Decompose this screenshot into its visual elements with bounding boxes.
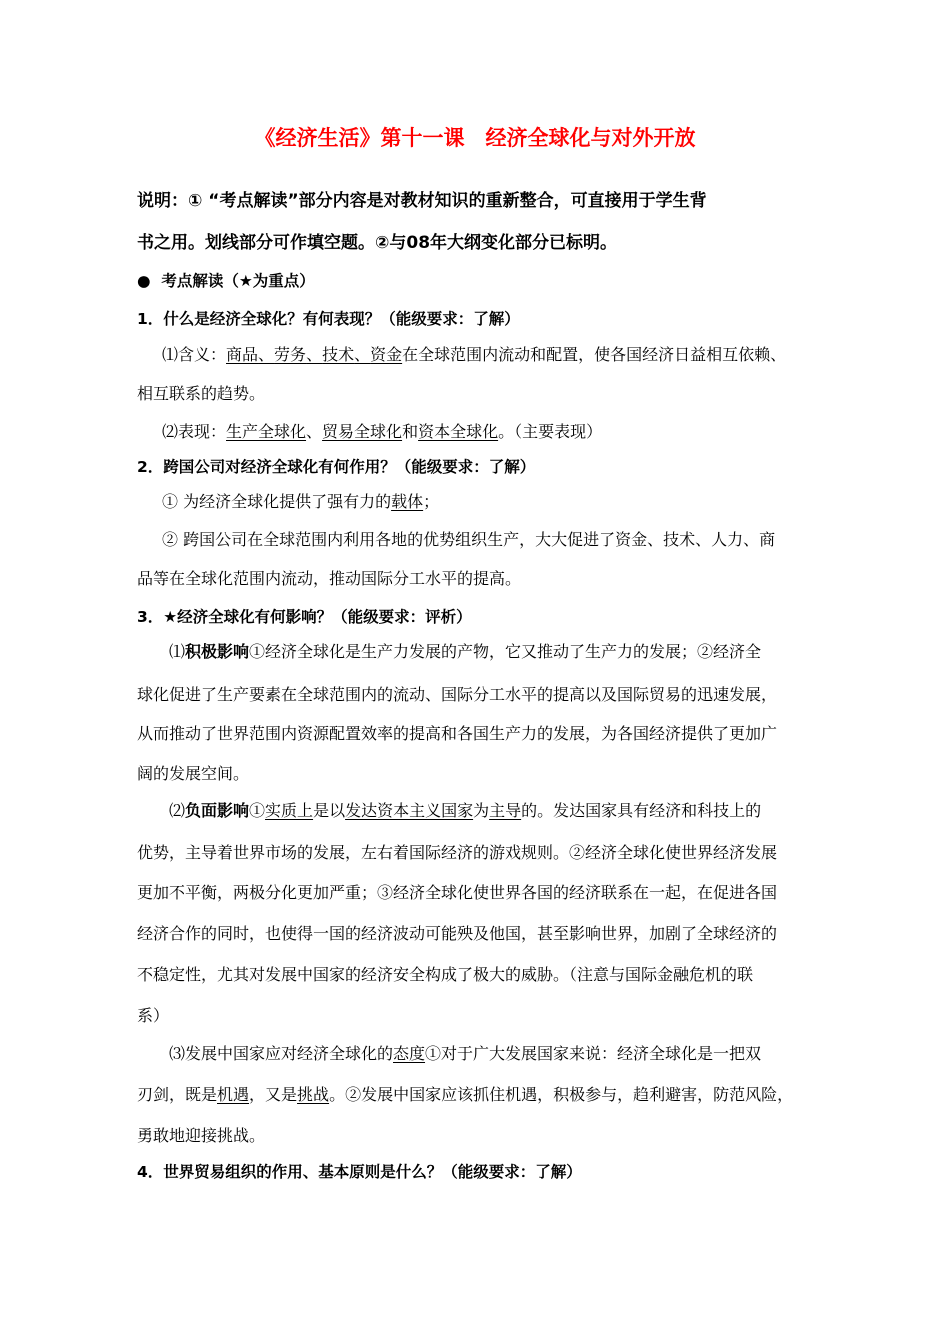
- underlined-term: 商品: [226, 345, 259, 364]
- text-run: ⑵表现：: [162, 422, 227, 441]
- q1-paragraph-2: [162, 421, 602, 443]
- q3-negative-line-6: 系）: [137, 1006, 170, 1025]
- question-1-heading: 1．什么是经济全球化？有何表现？（能级要求：了解）: [137, 310, 520, 328]
- document-title: 《经济生活》第十一课 经济全球化与对外开放: [254, 126, 696, 150]
- underlined-term: 态度: [393, 1044, 426, 1063]
- text-run: ①对于广大发展国家来说：经济全球化是一把双: [425, 1044, 762, 1063]
- text-run: 的。发达国家具有经济和科技上的: [521, 801, 762, 820]
- underlined-term: 载体: [391, 492, 424, 511]
- text-run: 、: [306, 345, 323, 364]
- bullet-icon: ●: [137, 272, 151, 290]
- bold-term: 积极影响: [185, 642, 250, 661]
- text-run: ，又是: [249, 1085, 298, 1104]
- text-run: 、: [258, 345, 275, 364]
- underlined-term: 技术: [322, 345, 355, 364]
- text-run: ⑵: [169, 801, 186, 820]
- bold-term: 负面影响: [185, 801, 250, 820]
- q3-attitude-line-2: [137, 1084, 793, 1106]
- underlined-term: 发达资本主义国家: [345, 801, 474, 820]
- q3-negative-line-1: [169, 800, 761, 822]
- q2-point-2-line-2: 品等在全球化范围内流动，推动国际分工水平的提高。: [137, 569, 522, 588]
- underlined-term: 生产全球化: [226, 422, 307, 441]
- q3-negative-line-2: 优势，主导着世界市场的发展，左右着国际经济的游戏规则。②经济全球化使世界经济发展: [137, 843, 778, 862]
- underlined-term: 实质上: [265, 801, 314, 820]
- text-run: 。（主要表现）: [498, 422, 603, 441]
- question-4-heading: 4．世界贸易组织的作用、基本原则是什么？（能级要求：了解）: [137, 1163, 582, 1181]
- q3-positive-line-4: 阔的发展空间。: [137, 764, 250, 783]
- q3-positive-line-1: [169, 641, 761, 663]
- text-run: ⑴含义：: [162, 345, 227, 364]
- q3-negative-line-3: 更加不平衡，两极分化更加严重；③经济全球化使世界各国的经济联系在一起，在促进各国: [137, 883, 778, 902]
- question-2-heading: 2．跨国公司对经济全球化有何作用？（能级要求：了解）: [137, 458, 536, 476]
- text-run: ⑶发展中国家应对经济全球化的: [169, 1044, 394, 1063]
- text-run: ① 为经济全球化提供了强有力的: [162, 492, 392, 511]
- section-heading: [137, 270, 315, 292]
- q2-point-1: [162, 491, 439, 513]
- underlined-term: 挑战: [297, 1085, 330, 1104]
- q3-positive-line-3: 从而推动了世界范围内资源配置效率的提高和各国生产力的发展，为各国经济提供了更加广: [137, 724, 778, 743]
- underlined-term: 机遇: [217, 1085, 250, 1104]
- q2-point-2-line-1: ② 跨国公司在全球范围内利用各地的优势组织生产，大大促进了资金、技术、人力、商: [162, 530, 776, 549]
- underlined-term: 劳务: [274, 345, 307, 364]
- text-run: ①经济全球化是生产力发展的产物，它又推动了生产力的发展；②经济全: [249, 642, 762, 661]
- section-title: 考点解读（★为重点）: [161, 272, 315, 290]
- text-run: ⑴: [169, 642, 186, 661]
- text-run: ①: [249, 801, 266, 820]
- underlined-term: 主导: [489, 801, 522, 820]
- q3-positive-line-2: 球化促进了生产要素在全球范围内的流动、国际分工水平的提高以及国际贸易的迅速发展，: [137, 685, 778, 704]
- text-run: 刃剑，既是: [137, 1085, 218, 1104]
- q3-attitude-line-3: 勇敢地迎接挑战。: [137, 1126, 266, 1145]
- q1-paragraph-1-line-2: 相互联系的趋势。: [137, 384, 266, 403]
- note-line-2: 书之用。划线部分可作填空题。②与08年大纲变化部分已标明。: [137, 233, 618, 253]
- q3-attitude-line-1: [169, 1043, 761, 1065]
- text-run: 在全球范围内流动和配置，使各国经济日益相互依赖、: [402, 345, 787, 364]
- text-run: 、: [306, 422, 323, 441]
- q1-paragraph-1-line-1: [162, 344, 786, 366]
- text-run: 。②发展中国家应该抓住机遇，积极参与，趋利避害，防范风险，: [329, 1085, 794, 1104]
- text-run: ；: [423, 492, 440, 511]
- underlined-term: 资本全球化: [418, 422, 499, 441]
- text-run: 、: [354, 345, 371, 364]
- underlined-term: 贸易全球化: [322, 422, 403, 441]
- q3-negative-line-4: 经济合作的同时，也使得一国的经济波动可能殃及他国，甚至影响世界，加剧了全球经济的: [137, 924, 778, 943]
- note-line-1: 说明：① “考点解读”部分内容是对教材知识的重新整合，可直接用于学生背: [137, 191, 707, 211]
- underlined-term: 资金: [370, 345, 403, 364]
- text-run: 是以: [313, 801, 346, 820]
- text-run: 和: [402, 422, 419, 441]
- question-3-heading: 3．★经济全球化有何影响？（能级要求：评析）: [137, 608, 472, 626]
- text-run: 为: [473, 801, 490, 820]
- q3-negative-line-5: 不稳定性，尤其对发展中国家的经济安全构成了极大的威胁。（注意与国际金融危机的联: [137, 965, 754, 984]
